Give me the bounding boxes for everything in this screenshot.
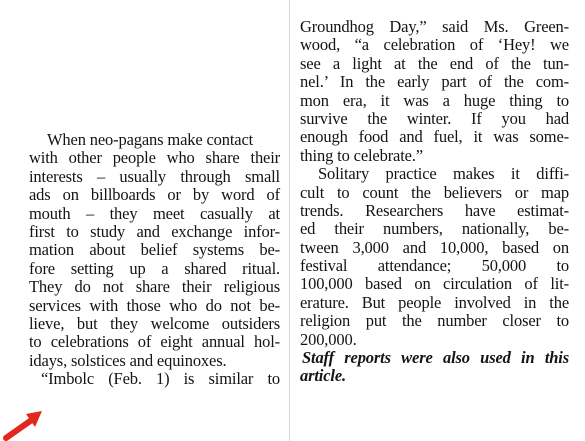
paragraph-line: They do not share their religious [29, 277, 280, 297]
paragraph-line: trends. Researchers have estimat- [300, 200, 569, 220]
paragraph-line: 100,000 based on circulation of lit- [300, 274, 569, 294]
paragraph-line: erature. But people involved in the [300, 292, 569, 312]
credit-line: article. [300, 366, 346, 386]
paragraph-line: nel.’ In the early part of the com- [300, 72, 569, 92]
paragraph-line: Groundhog Day,” said Ms. Green- [300, 17, 569, 36]
paragraph-line: ed their numbers, nationally, be- [300, 219, 569, 239]
paragraph-line: first to study and exchange infor- [29, 221, 280, 241]
red-arrow-icon [2, 405, 46, 441]
paragraph-line: When neo-pagans make contact [47, 130, 254, 149]
paragraph-line: mouth – they meet casually at [29, 203, 280, 223]
paragraph-line: “Imbolc (Feb. 1) is similar to [41, 369, 280, 389]
paragraph-line: festival attendance; 50,000 to [300, 256, 569, 276]
paragraph-line: Solitary practice makes it diffi- [318, 164, 569, 184]
paragraph-line: see a light at the end of the tun- [300, 53, 569, 73]
credit-line: Staff reports were also used in this [302, 348, 569, 368]
paragraph-line: services with those who do not be- [29, 295, 280, 315]
paragraph-line: mation about belief systems be- [29, 240, 280, 260]
article-left-column [29, 131, 280, 388]
paragraph-line: to celebrations of eight annual hol- [29, 332, 280, 352]
paragraph-line: tween 3,000 and 10,000, based on [300, 237, 569, 257]
paragraph-line: with other people who share their [29, 148, 280, 168]
paragraph-line: fore setting up a shared ritual. [29, 258, 280, 278]
paragraph-line: religion put the number closer to [300, 311, 569, 331]
paragraph-line: survive the winter. If you had [300, 108, 569, 128]
paragraph-line: idays, solstices and equinoxes. [29, 350, 227, 370]
paragraph-line: lieve, but they welcome outsiders [29, 313, 280, 333]
paragraph-line: mon era, it was a huge thing to [300, 90, 569, 110]
paragraph-line: thing to celebrate.” [300, 145, 423, 165]
paragraph-line: 200,000. [300, 329, 357, 349]
paragraph-line: cult to count the believers or map [300, 182, 569, 202]
paragraph-line: interests – usually through small [29, 166, 280, 186]
column-gutter [289, 0, 290, 441]
article-right-column [300, 18, 569, 386]
paragraph-line: enough food and fuel, it was some- [300, 127, 569, 147]
paragraph-line: ads on billboards or by word of [29, 185, 280, 205]
paragraph-line: wood, “a celebration of ‘Hey! we [300, 35, 569, 55]
